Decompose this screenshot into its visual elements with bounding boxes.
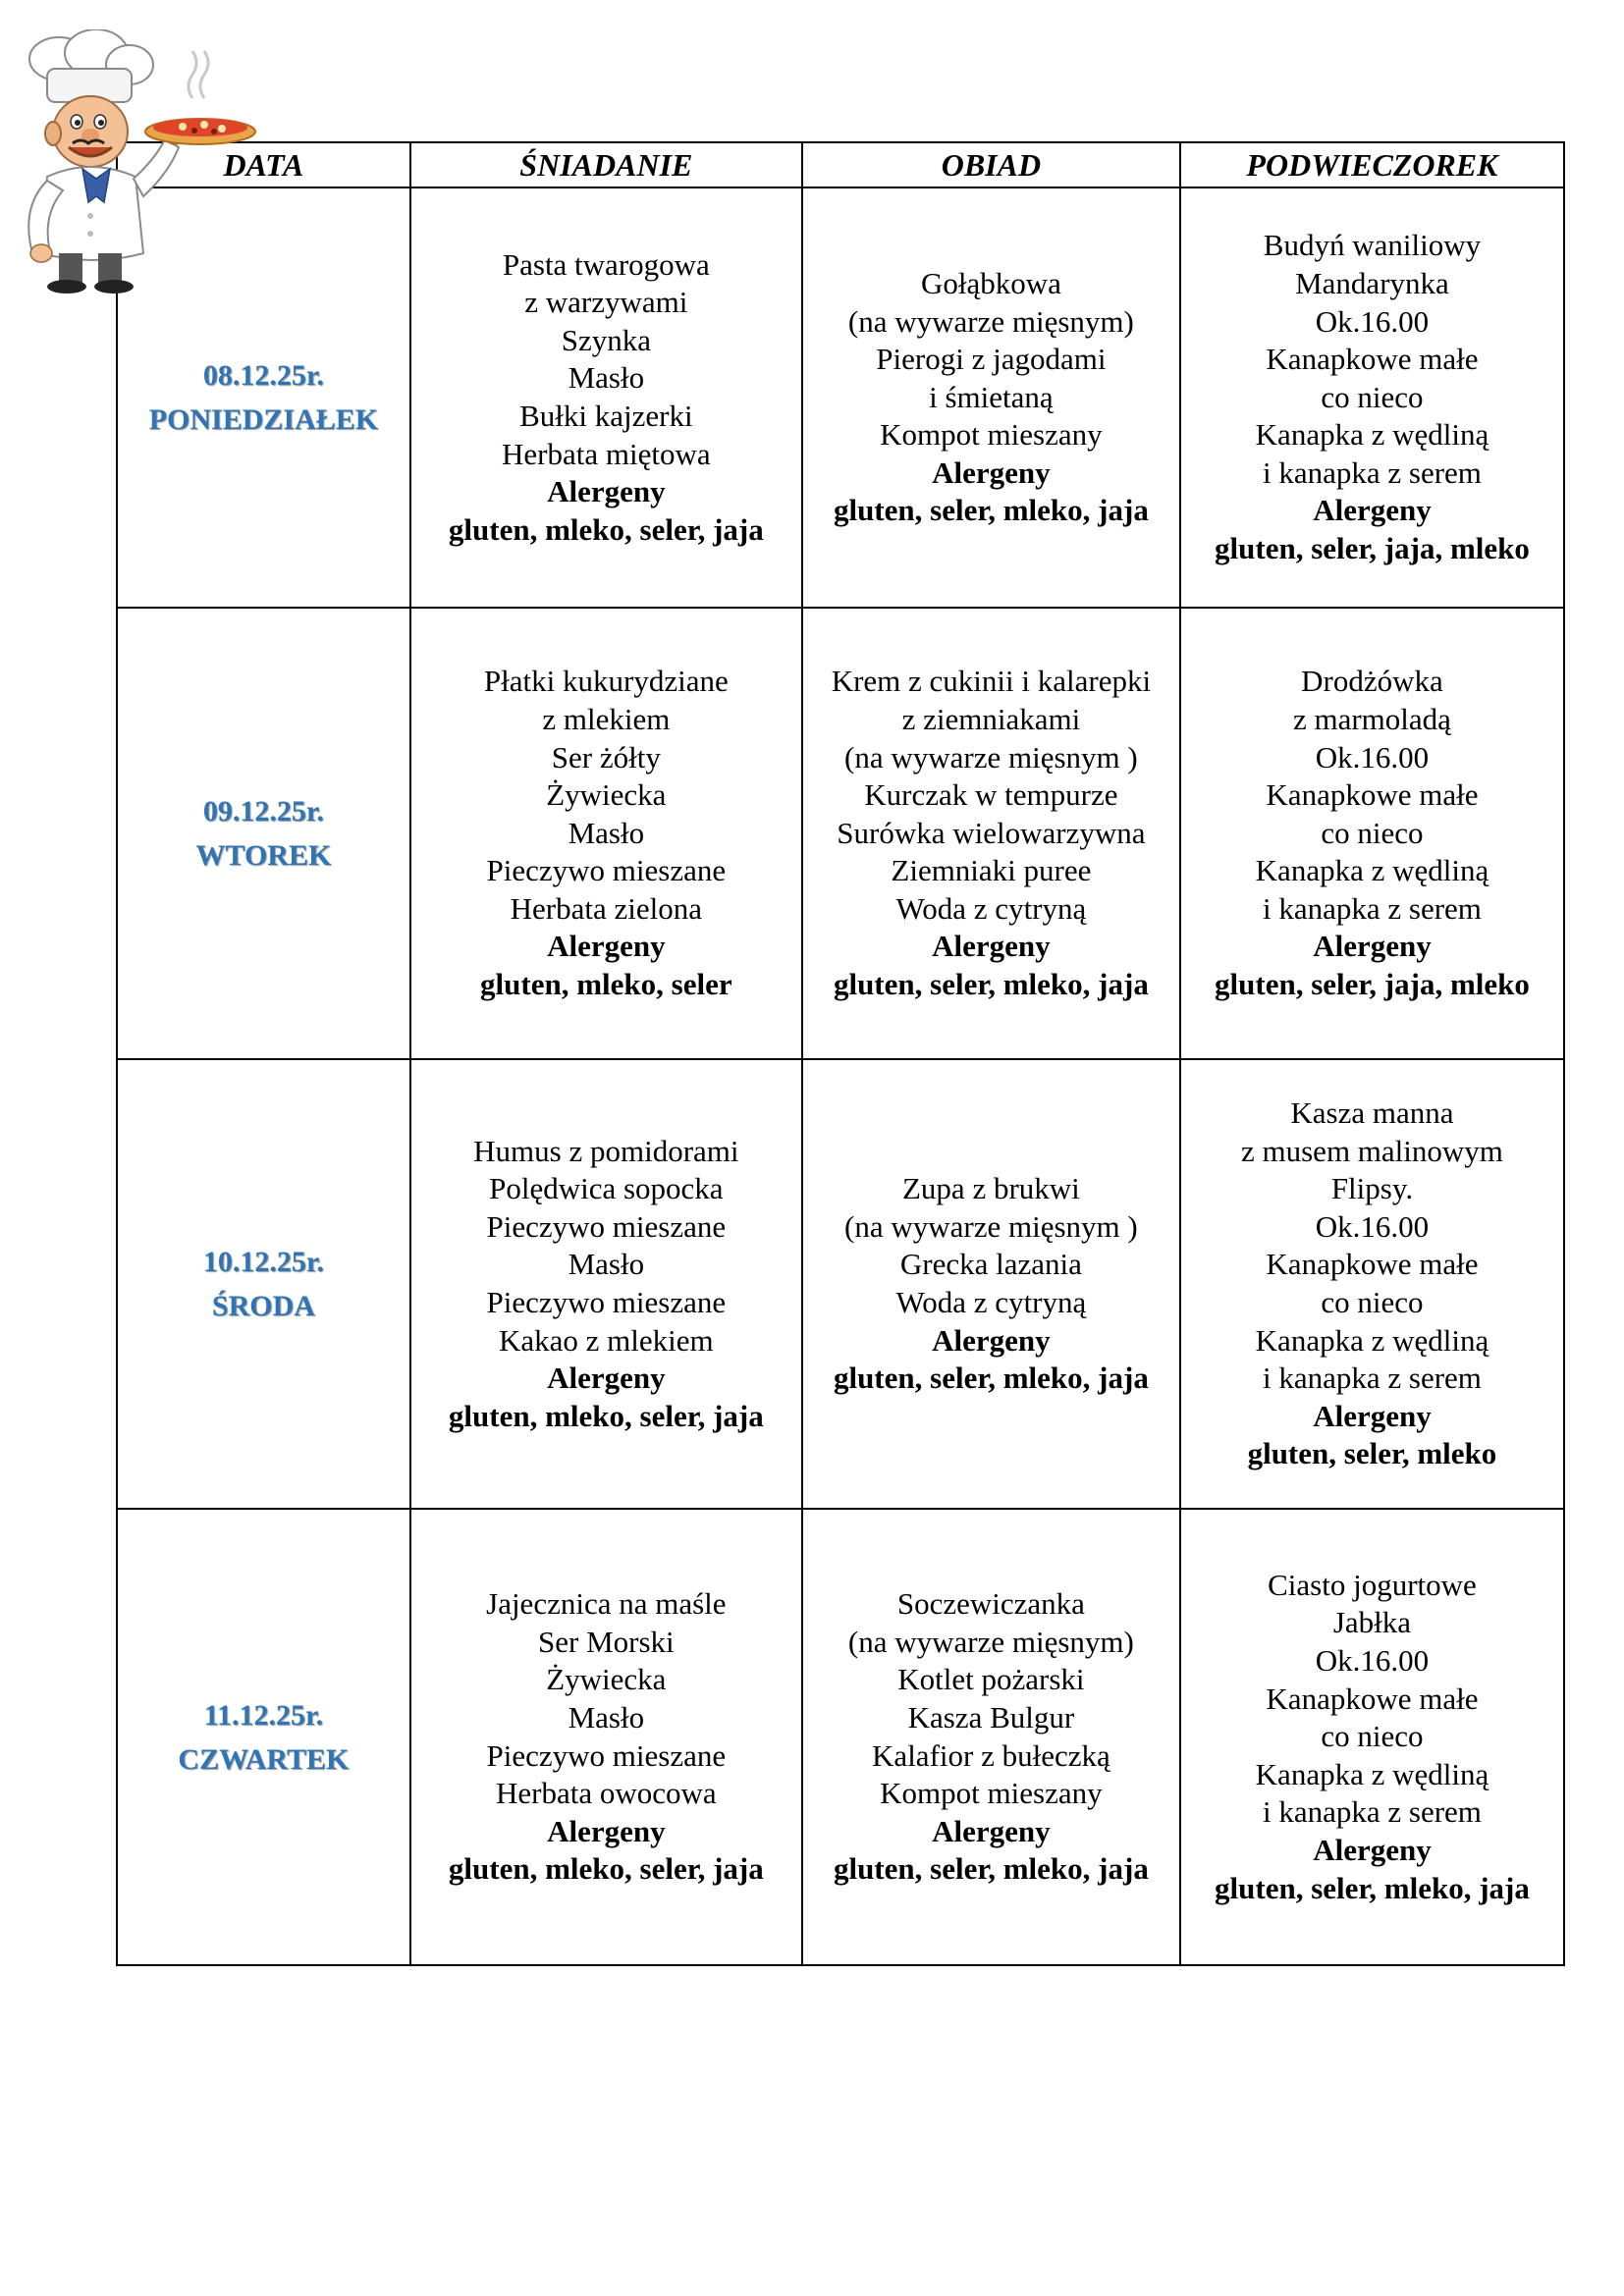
- lunch-cell: [802, 1059, 1180, 1509]
- weekly-menu-table: [116, 141, 1565, 1966]
- breakfast-cell: [410, 1509, 802, 1965]
- snack-item: Kanapkowe małe: [1266, 1247, 1479, 1282]
- day-date-cell: [117, 1509, 410, 1965]
- lunch-item: (na wywarze mięsnym ): [844, 1208, 1138, 1244]
- snack-allergens: gluten, seler, jaja, mleko: [1215, 531, 1530, 566]
- lunch-allergens-label: Alergeny: [932, 1322, 1051, 1358]
- header-breakfast: ŚNIADANIE: [410, 142, 802, 187]
- lunch-item: Gołąbkowa: [920, 265, 1061, 300]
- lunch-item: Grecka lazania: [899, 1247, 1082, 1282]
- snack-item: Kasza manna: [1290, 1095, 1454, 1131]
- lunch-item: Woda z cytryną: [895, 890, 1087, 926]
- snack-item: Ciasto jogurtowe: [1268, 1567, 1477, 1602]
- breakfast-item: Pieczywo mieszane: [486, 1737, 727, 1773]
- snack-item: co nieco: [1321, 815, 1424, 850]
- snack-item: Ok.16.00: [1315, 303, 1430, 339]
- breakfast-allergens: gluten, mleko, seler, jaja: [448, 1851, 764, 1887]
- snack-allergens-label: Alergeny: [1313, 1398, 1432, 1433]
- breakfast-allergens: gluten, mleko, seler: [480, 967, 732, 1002]
- breakfast-allergens-label: Alergeny: [547, 1361, 666, 1396]
- snack-item: Ok.16.00: [1315, 739, 1430, 774]
- breakfast-cell: [410, 1059, 802, 1509]
- breakfast-cell: [410, 608, 802, 1059]
- lunch-item: Surówka wielowarzywna: [837, 815, 1146, 850]
- lunch-cell: [802, 608, 1180, 1059]
- snack-item: Kanapka z wędliną: [1255, 1756, 1489, 1791]
- breakfast-item: Kakao z mlekiem: [499, 1322, 714, 1358]
- snack-item: Kanapkowe małe: [1266, 342, 1479, 377]
- lunch-allergens-label: Alergeny: [932, 929, 1051, 964]
- breakfast-item: Masło: [568, 1699, 645, 1735]
- day-date-cell: [117, 1059, 410, 1509]
- day-date-cell: [117, 608, 410, 1059]
- breakfast-item: Pieczywo mieszane: [486, 853, 727, 888]
- snack-item: i kanapka z serem: [1262, 454, 1482, 490]
- lunch-allergens: gluten, seler, mleko, jaja: [833, 967, 1149, 1002]
- lunch-item: Kompot mieszany: [880, 1776, 1103, 1811]
- lunch-cell: [802, 187, 1180, 608]
- header-row: [117, 142, 1564, 187]
- breakfast-item: Szynka: [561, 322, 651, 357]
- snack-cell: [1180, 608, 1564, 1059]
- day-weekday: WTOREK: [195, 839, 332, 872]
- day-weekday: PONIEDZIAŁEK: [148, 403, 379, 436]
- lunch-item: Kompot mieszany: [880, 417, 1103, 453]
- breakfast-allergens: gluten, mleko, seler, jaja: [448, 511, 764, 547]
- snack-item: Flipsy.: [1330, 1171, 1414, 1206]
- breakfast-item: Masło: [568, 815, 645, 850]
- snack-item: Kanapka z wędliną: [1255, 417, 1489, 453]
- day-date: 11.12.25r.: [203, 1698, 324, 1732]
- table-row: [117, 1059, 1564, 1509]
- breakfast-item: Żywiecka: [546, 777, 667, 813]
- breakfast-item: Jajecznica na maśle: [486, 1586, 727, 1622]
- lunch-item: Pierogi z jagodami: [876, 342, 1107, 377]
- breakfast-item: z mlekiem: [542, 701, 671, 736]
- table-row: [117, 1509, 1564, 1965]
- lunch-item: Krem z cukinii i kalarepki: [831, 664, 1152, 699]
- lunch-cell: [802, 1509, 1180, 1965]
- snack-item: co nieco: [1321, 1719, 1424, 1754]
- snack-allergens-label: Alergeny: [1313, 929, 1432, 964]
- lunch-item: (na wywarze mięsnym): [847, 303, 1134, 339]
- lunch-item: Woda z cytryną: [895, 1285, 1087, 1319]
- lunch-allergens: gluten, seler, mleko, jaja: [833, 493, 1149, 528]
- snack-allergens: gluten, seler, jaja, mleko: [1215, 967, 1530, 1002]
- breakfast-allergens-label: Alergeny: [547, 929, 666, 964]
- breakfast-item: z warzywami: [524, 285, 688, 320]
- day-weekday: CZWARTEK: [178, 1742, 350, 1776]
- lunch-item: Kurczak w tempurze: [864, 777, 1118, 813]
- snack-item: z marmoladą: [1292, 701, 1451, 736]
- lunch-allergens-label: Alergeny: [932, 1813, 1051, 1848]
- breakfast-item: Pieczywo mieszane: [486, 1285, 727, 1319]
- snack-item: Ok.16.00: [1315, 1643, 1430, 1679]
- snack-item: z musem malinowym: [1241, 1133, 1503, 1168]
- lunch-allergens: gluten, seler, mleko, jaja: [833, 1851, 1149, 1887]
- snack-item: Ok.16.00: [1315, 1208, 1430, 1244]
- snack-item: Budyń waniliowy: [1263, 228, 1482, 263]
- snack-item: Mandarynka: [1295, 265, 1449, 300]
- snack-item: i kanapka z serem: [1262, 1794, 1482, 1830]
- snack-item: Kanapka z wędliną: [1255, 853, 1489, 888]
- snack-allergens: gluten, seler, mleko: [1247, 1436, 1497, 1471]
- snack-cell: [1180, 1059, 1564, 1509]
- lunch-item: Kasza Bulgur: [907, 1699, 1075, 1735]
- chef-illustration: [8, 29, 263, 294]
- breakfast-allergens-label: Alergeny: [547, 1813, 666, 1848]
- snack-item: Jabłka: [1332, 1605, 1412, 1640]
- lunch-item: Soczewiczanka: [896, 1586, 1085, 1622]
- breakfast-item: Polędwica sopocka: [489, 1171, 724, 1206]
- snack-item: co nieco: [1321, 1285, 1424, 1319]
- breakfast-item: Herbata zielona: [510, 890, 703, 926]
- snack-allergens-label: Alergeny: [1313, 493, 1432, 528]
- breakfast-cell: [410, 187, 802, 608]
- snack-allergens-label: Alergeny: [1313, 1832, 1432, 1867]
- header-lunch: OBIAD: [802, 142, 1180, 187]
- table-row: [117, 608, 1564, 1059]
- breakfast-item: Herbata miętowa: [502, 436, 711, 471]
- snack-cell: [1180, 187, 1564, 608]
- breakfast-allergens: gluten, mleko, seler, jaja: [448, 1398, 764, 1433]
- lunch-item: i śmietaną: [929, 379, 1054, 414]
- breakfast-item: Żywiecka: [546, 1662, 667, 1697]
- breakfast-item: Humus z pomidorami: [473, 1133, 739, 1168]
- snack-item: Kanapkowe małe: [1266, 1681, 1479, 1716]
- breakfast-item: Pieczywo mieszane: [486, 1208, 727, 1244]
- day-weekday: ŚRODA: [211, 1290, 315, 1322]
- day-date: 10.12.25r.: [202, 1246, 324, 1278]
- breakfast-item: Pasta twarogowa: [502, 246, 710, 282]
- lunch-item: (na wywarze mięsnym): [847, 1624, 1134, 1659]
- breakfast-item: Ser Morski: [538, 1624, 675, 1659]
- breakfast-item: Ser żółty: [551, 739, 661, 774]
- breakfast-item: Płatki kukurydziane: [483, 664, 729, 699]
- breakfast-item: Herbata owocowa: [496, 1776, 717, 1811]
- snack-cell: [1180, 1509, 1564, 1965]
- header-snack: PODWIECZOREK: [1180, 142, 1564, 187]
- day-date: 09.12.25r.: [202, 795, 324, 828]
- breakfast-item: Masło: [568, 360, 645, 396]
- lunch-item: Kalafior z bułeczką: [872, 1737, 1110, 1773]
- table-row: [117, 187, 1564, 608]
- menu-body: [117, 187, 1564, 1965]
- snack-item: Kanapkowe małe: [1266, 777, 1479, 813]
- snack-allergens: gluten, seler, mleko, jaja: [1215, 1870, 1530, 1905]
- header-date: DATA: [117, 142, 410, 187]
- day-date: 08.12.25r.: [202, 359, 324, 392]
- lunch-item: Kotlet pożarski: [897, 1662, 1085, 1697]
- snack-item: Drodżówka: [1301, 664, 1443, 699]
- snack-item: Kanapka z wędliną: [1255, 1322, 1489, 1358]
- lunch-item: (na wywarze mięsnym ): [844, 739, 1138, 774]
- breakfast-item: Masło: [568, 1247, 645, 1282]
- lunch-allergens: gluten, seler, mleko, jaja: [833, 1361, 1149, 1396]
- lunch-allergens-label: Alergeny: [932, 454, 1051, 490]
- lunch-item: Ziemniaki puree: [891, 853, 1092, 888]
- breakfast-item: Bułki kajzerki: [519, 399, 693, 433]
- snack-item: i kanapka z serem: [1262, 1361, 1482, 1396]
- snack-item: co nieco: [1321, 379, 1424, 414]
- lunch-item: z ziemniakami: [901, 701, 1081, 736]
- breakfast-allergens-label: Alergeny: [547, 474, 666, 509]
- lunch-item: Zupa z brukwi: [902, 1171, 1080, 1206]
- snack-item: i kanapka z serem: [1262, 890, 1482, 926]
